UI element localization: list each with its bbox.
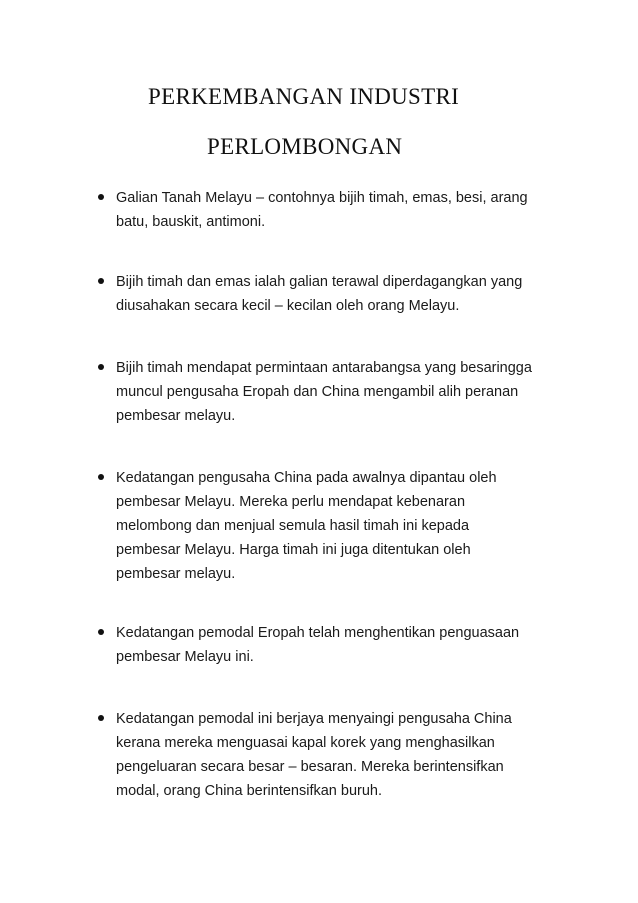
- list-item-text-line: Galian Tanah Melayu – contohnya bijih timah, emas, besi, arang: [116, 190, 528, 206]
- list-item-text-line: batu, bauskit, antimoni.: [116, 214, 266, 230]
- list-item-text-line: kerana mereka menguasai kapal korek yang menghasilkan: [116, 735, 495, 751]
- list-item-text-line: muncul pengusaha Eropah dan China mengambil alih peranan: [116, 384, 519, 400]
- list-item-text-line: Bijih timah dan emas ialah galian terawal diperdagangkan yang: [116, 274, 523, 290]
- list-item-text-line: modal, orang China berintensifkan buruh.: [116, 783, 382, 799]
- list-item-text-line: pembesar Melayu. Harga timah ini juga ditentukan oleh: [116, 542, 471, 558]
- bullet-icon: [98, 474, 104, 480]
- list-item-text-line: pembesar melayu.: [116, 408, 236, 424]
- list-item-text-line: pengeluaran secara besar – besaran. Mereka berintensifkan: [116, 759, 504, 775]
- list-item-text-line: pembesar melayu.: [116, 566, 236, 582]
- list-item-text-line: pembesar Melayu ini.: [116, 649, 254, 665]
- bullet-icon: [98, 715, 104, 721]
- bullet-icon: [98, 364, 104, 370]
- list-item-text-line: pembesar Melayu. Mereka perlu mendapat kebenaran: [116, 494, 466, 510]
- list-item-text-line: diusahakan secara kecil – kecilan oleh orang Melayu.: [116, 298, 460, 314]
- page-title-line-2: PERLOMBONGAN: [207, 134, 403, 159]
- bullet-icon: [98, 194, 104, 200]
- list-item-text-line: melombong dan menjual semula hasil timah ini kepada: [116, 518, 470, 534]
- list-item-text-line: Kedatangan pemodal Eropah telah menghentikan penguasaan: [116, 625, 520, 641]
- list-item-text-line: Bijih timah mendapat permintaan antarabangsa yang besaringga: [116, 360, 532, 376]
- bullet-icon: [98, 278, 104, 284]
- bullet-icon: [98, 629, 104, 635]
- page-title-line-1: PERKEMBANGAN INDUSTRI: [148, 84, 460, 109]
- list-item-text-line: Kedatangan pengusaha China pada awalnya dipantau oleh: [116, 470, 497, 486]
- list-item-text-line: Kedatangan pemodal ini berjaya menyaingi pengusaha China: [116, 711, 512, 727]
